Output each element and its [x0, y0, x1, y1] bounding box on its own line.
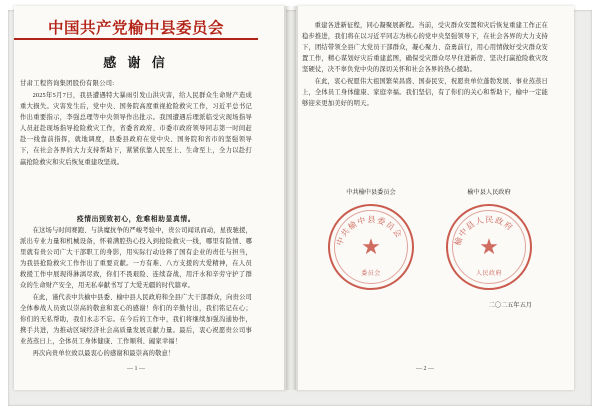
slogan-line: 疫情出别致初心，危难相助显真情。 [76, 216, 196, 223]
seal-star-icon: ★ [361, 234, 381, 259]
document-title: 感 谢 信 [103, 55, 169, 70]
page-number-left: — 1 — [127, 366, 145, 372]
book-spine-shadow [284, 6, 298, 390]
paragraph: 再次向贵单位致以最衷心的感谢和最崇高的敬意！ [32, 350, 175, 358]
paragraph: 重建各进新征程，同心凝聚展新程。当前，受灾群众安置和灾后恢复重建工作正在稳步推进，我们将在以习近平同志为核心的党中央坚强领导下，在社会各界的大力支持下，团结带领全县广大党员干部群众，凝心聚力、奋勇前行，用心用情做好受灾群众安置工作，精心谋划好灾后重建蓝图，确保受灾群众尽早住进新房、坚决打赢抢险救灾攻坚硬仗，决不辜负党中央的深切关怀和社会各界的热心援助。 [302, 22, 548, 74]
signature-organization-1: 中共榆中县委员会 [346, 189, 396, 196]
seal-ring-text: 榆中县人民政府 [453, 215, 515, 247]
paragraph: 在此，谨代表中共榆中县委、榆中县人民政府和全县广大干部群众，向贵公司全体参战人员致以崇高的敬意和衷心的感谢！你们的辛勤付出，我们铭记在心；你们的无私帮助，我们永志不忘。在今后的工作中，我们将继续加强沟通协作，携手共进，为推动区域经济社会高质量发展贡献力量。最后，衷心祝愿贵公司事业蒸蒸日上，全体员工身体健康、工作顺利、阖家幸福！ [20, 294, 252, 346]
right-body-text-block [302, 20, 548, 110]
seal-ring-text: 中共榆中县委员会 [335, 215, 404, 247]
paragraph: 2025年5月7日，我县遭遇特大暴雨引发山洪灾害，给人民群众生命财产造成重大损失。灾害发生后，党中央、国务院高度重视抢险救灾工作，习近平总书记作出重要指示，李强总理等中央领导作出批示。我国遭遇后理派临受灾现场指导人员赶赴现场指导抢险救灾工作，省委省政府、市委市政府领导同志第一时间赶赴一线靠前指挥，就地调度，县委县政府在党中央、国务院和省市的坚强领导下，在社会各界的大力支持帮助下，紧紧依靠人民至上、生命至上，全力以赴打赢抢险救灾和灾后恢复重建攻坚战。 [20, 92, 252, 166]
seal-bottom-text: 人民政府 [475, 271, 502, 277]
seal-star-icon: ★ [479, 234, 499, 259]
signature-organization-2: 榆中县人民政府 [467, 189, 511, 196]
masthead-organization-name: 中国共产党榆中县委员会 [47, 20, 224, 37]
official-seal-party-committee [328, 204, 414, 290]
seal-bottom-text: 委员会 [361, 271, 381, 277]
left-body-text-block-2 [20, 225, 252, 360]
paragraph: 在此，衷心祝愿伟大祖国繁荣昌盛、国泰民安，祝愿贵单位蓬勃发展、事业蒸蒸日上，全体员工身体健康、家庭幸福。我们坚信，有了你们的关心和帮助下，榆中一定能够迎来更加美好的明天。 [302, 77, 548, 108]
official-seal-government [446, 204, 532, 290]
left-body-text-block [20, 90, 252, 168]
page-number-right: — 2 — [416, 366, 434, 372]
masthead-rule [14, 38, 258, 40]
signature-date: 二〇二五年五月 [488, 302, 532, 309]
addressee-line: 甘肃工程咨询集团股份有限公司: [20, 80, 115, 87]
paragraph: 在这场与时间赛跑、与洪魔抗争的严峻考验中，贵公司闻讯而动，星夜驰援，派出专业力量和机械设备，怀着满腔热心投入到抢险救灾一线，哪里有险情、哪里就有贵公司广大干部职工的身影，用实际行动诠释了国有企业的责任与担当，为我县抢险救灾工作作出了重要贡献。一方有难、八方支援的大爱精神，在人员救援工作中展现得淋漓尽致，你们不畏艰险、连续奋战，用汗水和辛劳守护了群众的生命财产安全，用无私奉献书写了大爱无疆的时代篇章。 [20, 227, 252, 290]
